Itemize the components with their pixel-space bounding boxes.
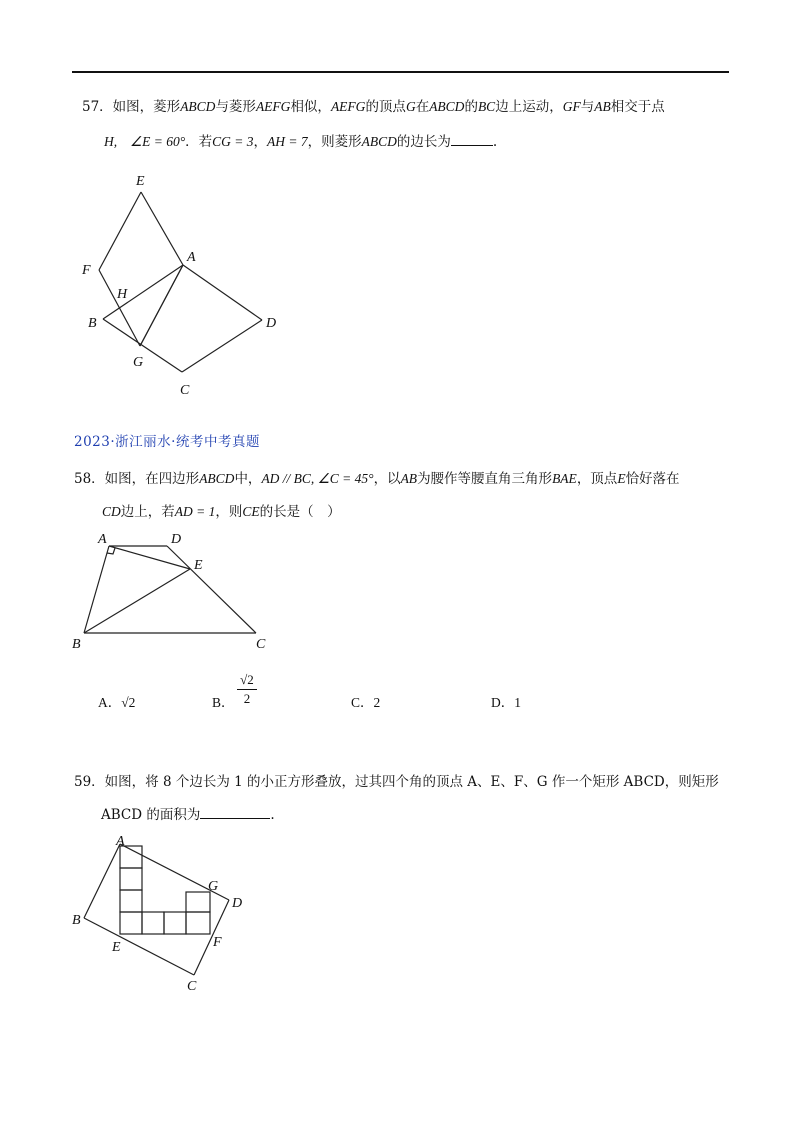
q57-label-H: H — [117, 287, 128, 302]
q59-label-A: A — [116, 834, 125, 849]
q57-line1: 57．如图，菱形ABCD与菱形AEFG相似，AEFG的顶点G在ABCD的BC边上运动，GF与AB相交于点 — [82, 99, 665, 115]
q58-line2: CD边上，若AD = 1，则CE的长是（ ） — [102, 504, 341, 520]
q57-label-B: B — [88, 316, 97, 331]
q57-label-C: C — [180, 383, 190, 398]
q59-label-E: E — [112, 940, 121, 955]
q57-line2: H, ∠E = 60°．若CG = 3，AH = 7，则菱形ABCD的边长为 . — [104, 134, 498, 150]
q57-label-G: G — [133, 355, 144, 370]
q58-label-E: E — [194, 558, 203, 573]
q59-label-G: G — [208, 879, 219, 894]
q59-label-F: F — [213, 935, 222, 950]
q58-option-b-fraction: $\frac{√2}{2}$ — [237, 671, 257, 708]
q57-label-E: E — [136, 174, 145, 189]
q58-option-b[interactable]: B． — [212, 695, 235, 710]
q59-line2: ABCD 的面积为 . — [101, 807, 275, 823]
q58-label-A: A — [98, 532, 107, 547]
q58-option-c[interactable]: C．2 — [351, 695, 381, 710]
q58-option-d[interactable]: D．1 — [491, 695, 521, 710]
q58-line1: 58．如图，在四边形ABCD中，AD // BC, ∠C = 45°，以AB为腰作等腰直角三角形BAE，顶点E恰好落在 — [74, 471, 680, 487]
answer-blank[interactable] — [200, 806, 270, 819]
q57-label-A: A — [187, 250, 196, 265]
q59-label-B: B — [72, 913, 81, 928]
q58-label-B: B — [72, 637, 81, 652]
q59-label-C: C — [187, 979, 197, 994]
q58-label-C: C — [256, 637, 266, 652]
section-title: 2023·浙江丽水·统考中考真题 — [74, 434, 260, 450]
q59-line1: 59．如图，将 8 个边长为 1 的小正方形叠放，过其四个角的顶点 A、E、F、G 作一个矩形 ABCD，则矩形 — [74, 774, 719, 790]
q57-label-F: F — [82, 263, 91, 278]
q58-label-D: D — [171, 532, 182, 547]
q59-label-D: D — [232, 896, 243, 911]
q58-option-a[interactable]: A．√2 — [98, 695, 136, 710]
q57-label-D: D — [266, 316, 277, 331]
